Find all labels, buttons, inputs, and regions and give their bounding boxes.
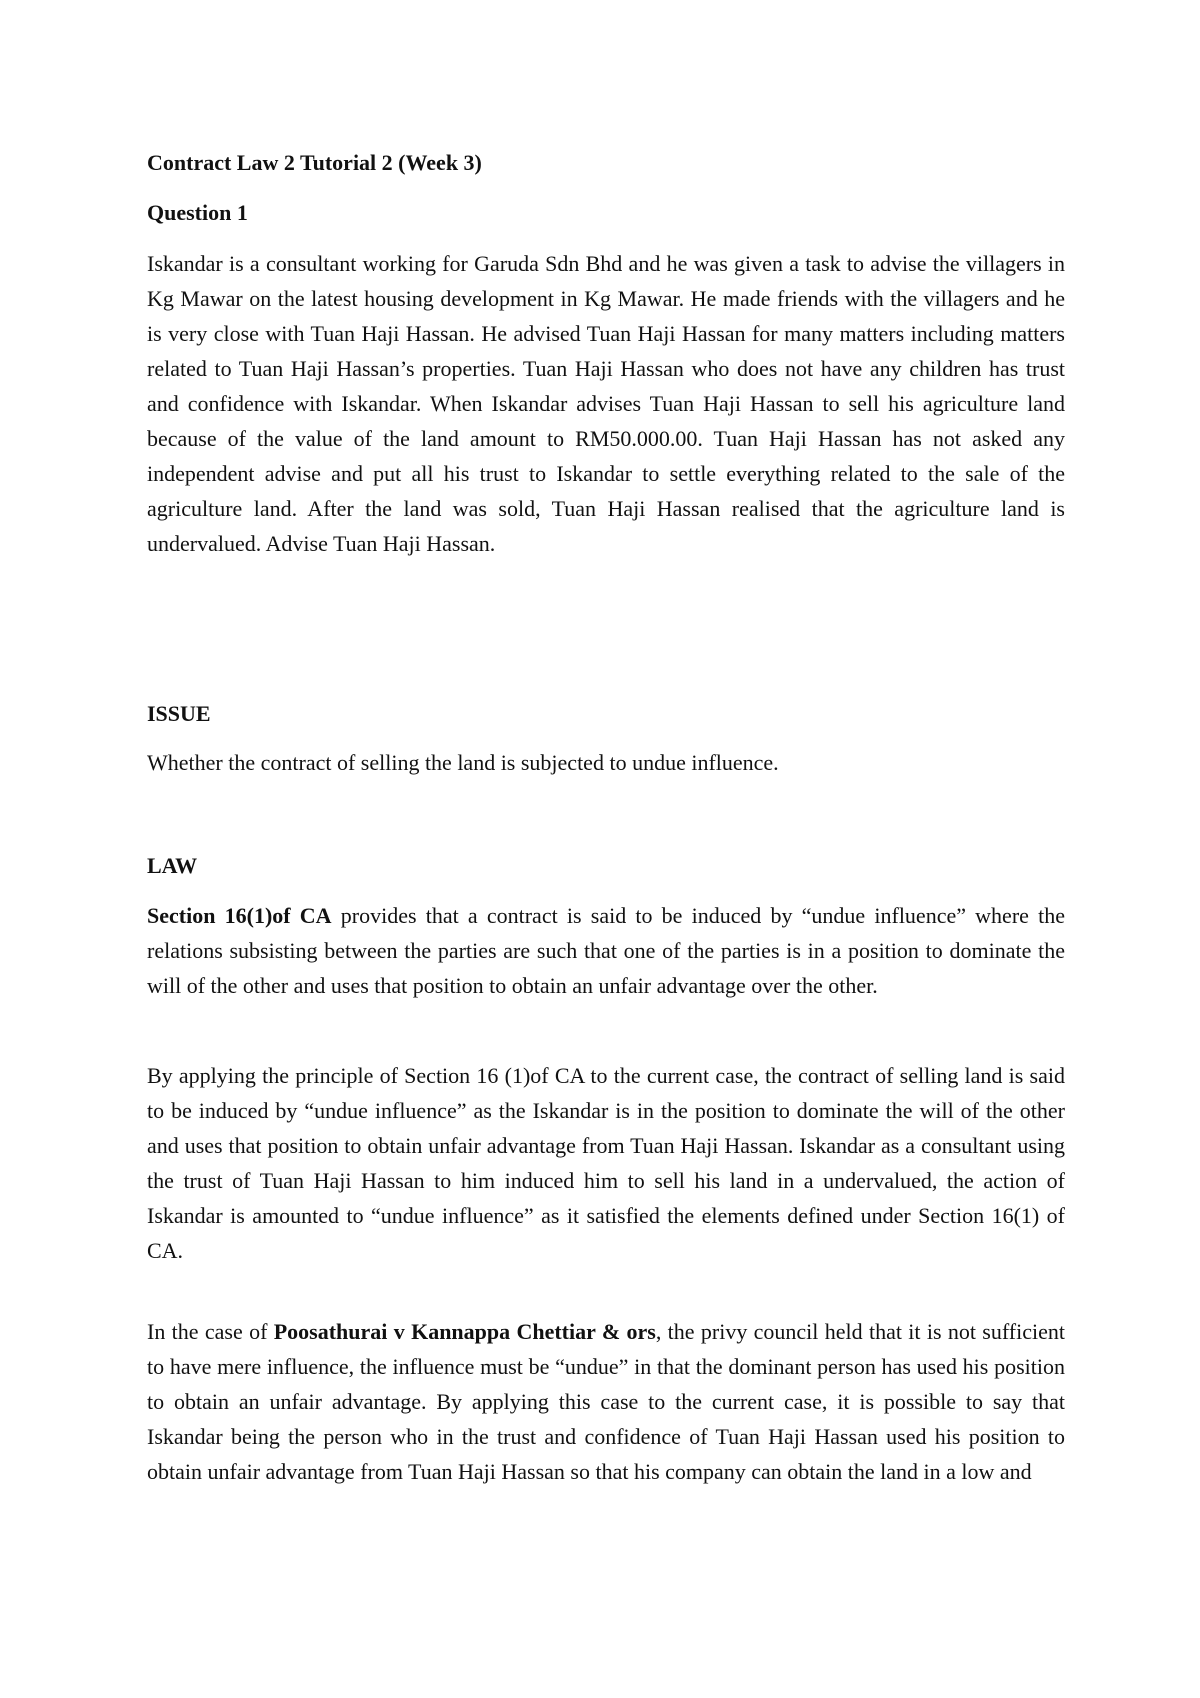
law-paragraph-2: By applying the principle of Section 16 (1)of CA to the current case, the contract of selling land is said to be induced by “undue influence” as the Iskandar is in the position to dominate the will of the other and uses that position to obtain unfair advantage from Tuan Haji Hassan. Iskandar as a consultant using the trust of Tuan Haji Hassan to him induced him to sell his land in a undervalued, the action of Iskandar is amounted to “undue influence” as it satisfied the elements defined under Section 16(1) of CA. [147,1063,1065,1263]
question-heading: Question 1 [147,200,248,225]
law-paragraph-3-text: , the privy council held that it is not sufficient to have mere influence, the influence must be “undue” in that the dominant person has used his position to obtain an unfair advantage. By applying this case to the current case, it is possible to say that Iskandar being the person who in the trust and confidence of Tuan Haji Hassan used his position to obtain unfair advantage from Tuan Haji Hassan so that his company can obtain the land in a low and [147,1319,1065,1484]
law-paragraph-1-text: provides that a contract is said to be induced by “undue influence” where the relations subsisting between the parties are such that one of the parties is in a position to dominate the will of the other and uses that position to obtain an unfair advantage over the other. [147,903,1065,998]
section-reference: Section 16(1)of CA [147,903,332,928]
law-paragraph-3 [147,1314,1065,1489]
document-title: Contract Law 2 Tutorial 2 (Week 3) [147,150,482,175]
case-name: Poosathurai v Kannappa Chettiar & ors [273,1319,656,1344]
law-heading: LAW [147,853,198,878]
issue-paragraph: Whether the contract of selling the land is subjected to undue influence. [147,750,779,775]
law-paragraph-1 [147,898,1065,1003]
issue-heading: ISSUE [147,701,211,726]
question-paragraph: Iskandar is a consultant working for Garuda Sdn Bhd and he was given a task to advise the villagers in Kg Mawar on the latest housing development in Kg Mawar. He made friends with the villagers and he is very close with Tuan Haji Hassan. He advised Tuan Haji Hassan for many matters including matters related to Tuan Haji Hassan’s properties. Tuan Haji Hassan who does not have any children has trust and confidence with Iskandar. When Iskandar advises Tuan Haji Hassan to sell his agriculture land because of the value of the land amount to RM50.000.00. Tuan Haji Hassan has not asked any independent advise and put all his trust to Iskandar to settle everything related to the sale of the agriculture land. After the land was sold, Tuan Haji Hassan realised that the agriculture land is undervalued. Advise Tuan Haji Hassan. [147,251,1065,556]
law-paragraph-3-start: In the case of [147,1319,274,1344]
